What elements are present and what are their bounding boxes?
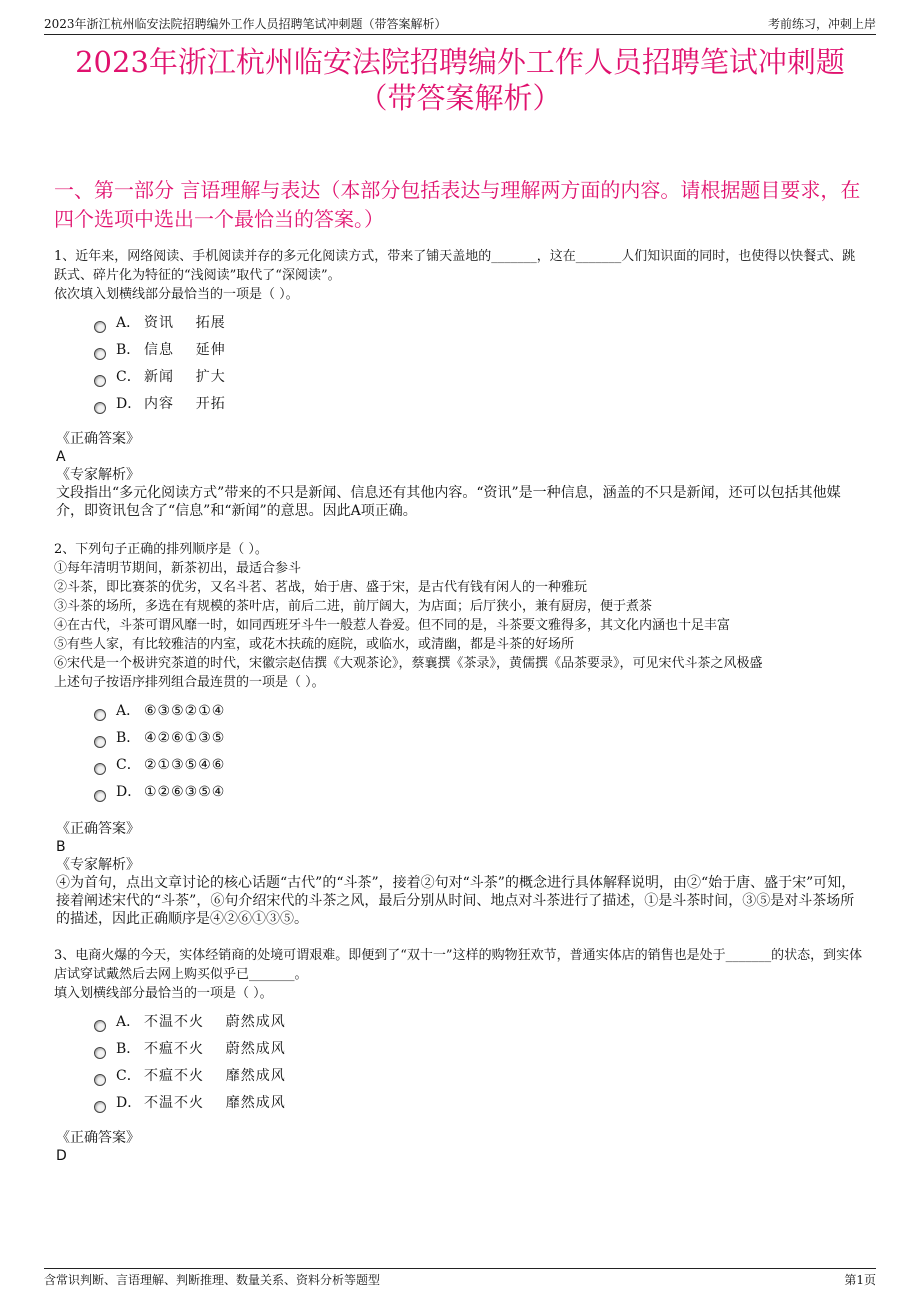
question-2 [54, 540, 866, 806]
option-letter: B． [116, 730, 141, 746]
option-c[interactable] [94, 364, 866, 391]
header-slogan: 考前练习，冲刺上岸 [767, 17, 876, 31]
radio-icon[interactable] [94, 1020, 106, 1032]
question-1 [54, 247, 866, 418]
option-letter: B． [116, 342, 141, 358]
header-doc-title: 2023年浙江杭州临安法院招聘编外工作人员招聘笔试冲刺题（带答案解析） [44, 17, 447, 31]
footer-topics: 含常识判断、言语理解、判断推理、数量关系、资料分析等题型 [44, 1273, 381, 1287]
section-heading: 一、第一部分 言语理解与表达（本部分包括表达与理解两方面的内容。请根据题目要求，在四个选项中选出一个最恰当的答案。） [54, 178, 861, 231]
statement-3: ③斗茶的场所，多选在有规模的茶叶店，前后二进，前厅阔大，为店面；后厅狭小，兼有厨房，便于煮茶 [54, 599, 653, 614]
option-text: 不温不火 靡然成风 [144, 1095, 286, 1111]
option-letter: C． [116, 369, 141, 385]
statement-1: ①每年清明节期间，新茶初出，最适合参斗 [54, 561, 302, 576]
radio-icon[interactable] [94, 709, 106, 721]
page-number: 第1页 [844, 1273, 876, 1287]
document-title [40, 44, 880, 116]
option-d[interactable] [94, 391, 866, 418]
option-c[interactable] [94, 752, 866, 779]
option-c[interactable] [94, 1063, 866, 1090]
option-text: 内容 开拓 [144, 396, 226, 412]
option-d[interactable] [94, 779, 866, 806]
option-list [54, 1009, 866, 1117]
option-list [54, 310, 866, 418]
question-prompt: 依次填入划横线部分最恰当的一项是（ ）。 [54, 287, 299, 302]
answer-block-1 [56, 430, 866, 520]
question-stem: 3、电商火爆的今天，实体经销商的处境可谓艰难。即便到了“双十一”这样的购物狂欢节，普通实体店的销售也是处于_______的状态，到实体店试穿试戴然后去网上购买似乎已_______。 [54, 948, 863, 982]
option-letter: A． [116, 315, 141, 331]
statement-4: ④在古代，斗茶可谓风靡一时，如同西班牙斗牛一般惹人眷爱。但不同的是，斗茶要文雅得多，其文化内涵也十足丰富 [54, 618, 731, 633]
option-text: 新闻 扩大 [144, 369, 226, 385]
question-3 [54, 946, 866, 1117]
radio-icon[interactable] [94, 1047, 106, 1059]
analysis-label: 《专家解析》 [56, 467, 140, 483]
option-text: ④②⑥①③⑤ [144, 730, 226, 746]
question-stem: 1、近年来，网络阅读、手机阅读并存的多元化阅读方式，带来了铺天盖地的_______，这在_______人们知识面的同时，也使得以快餐式、跳跃式、碎片化为特征的“浅阅读”取代了“深阅读”。 [54, 249, 856, 283]
option-a[interactable] [94, 310, 866, 337]
option-text: 资讯 拓展 [144, 315, 226, 331]
statement-5: ⑤有些人家，有比较雅洁的内室，或花木扶疏的庭院，或临水，或清幽，都是斗茶的好场所 [54, 637, 575, 652]
title-line-1: 2023年浙江杭州临安法院招聘编外工作人员招聘笔试冲刺题 [75, 45, 845, 79]
option-text: 不瘟不火 靡然成风 [144, 1068, 286, 1084]
answer-label: 《正确答案》 [56, 1130, 140, 1146]
option-a[interactable] [94, 698, 866, 725]
analysis-text: 文段指出“多元化阅读方式”带来的不只是新闻、信息还有其他内容。“资讯”是一种信息，涵盖的不只是新闻，还可以包括其他媒介，即资讯包含了“信息”和“新闻”的意思。因此A项正确。 [56, 485, 841, 519]
option-letter: C． [116, 757, 141, 773]
option-letter: D． [116, 1095, 142, 1111]
page-footer [44, 1268, 876, 1291]
question-stem: 2、下列句子正确的排列顺序是（ ）。 [54, 542, 268, 557]
option-list [54, 698, 866, 806]
answer-label: 《正确答案》 [56, 821, 140, 837]
radio-icon[interactable] [94, 790, 106, 802]
radio-icon[interactable] [94, 736, 106, 748]
statement-2: ②斗茶，即比赛茶的优劣，又名斗茗、茗战，始于唐、盛于宋，是古代有钱有闲人的一种雅玩 [54, 580, 588, 595]
option-letter: D． [116, 396, 142, 412]
option-letter: C． [116, 1068, 141, 1084]
option-b[interactable] [94, 1036, 866, 1063]
answer-block-2 [56, 820, 866, 928]
radio-icon[interactable] [94, 1101, 106, 1113]
option-a[interactable] [94, 1009, 866, 1036]
option-text: ①②⑥③⑤④ [144, 784, 226, 800]
radio-icon[interactable] [94, 763, 106, 775]
page-header [44, 12, 876, 35]
option-letter: A． [116, 1014, 141, 1030]
radio-icon[interactable] [94, 348, 106, 360]
title-line-2: （带答案解析） [358, 81, 562, 115]
analysis-text: ④为首句，点出文章讨论的核心话题“古代”的“斗茶”，接着②句对“斗茶”的概念进行具体解释说明，由②“始于唐、盛于宋”可知，接着阐述宋代的“斗茶”，⑥句介绍宋代的斗茶之风，最后分别从时间、地点对斗茶进行了描述，①是斗茶时间，③⑤是对斗茶场所的描述，因此正确顺序是④②⑥①③⑤。 [56, 875, 856, 927]
radio-icon[interactable] [94, 402, 106, 414]
option-text: 不瘟不火 蔚然成风 [144, 1041, 286, 1057]
option-text: 不温不火 蔚然成风 [144, 1014, 286, 1030]
question-prompt: 上述句子按语序排列组合最连贯的一项是（ ）。 [54, 675, 325, 690]
radio-icon[interactable] [94, 321, 106, 333]
answer-value: D [56, 1148, 67, 1164]
answer-label: 《正确答案》 [56, 431, 140, 447]
option-text: ⑥③⑤②①④ [144, 703, 226, 719]
option-text: ②①③⑤④⑥ [144, 757, 226, 773]
statement-6: ⑥宋代是一个极讲究茶道的时代，宋徽宗赵佶撰《大观茶论》，蔡襄撰《茶录》，黄儒撰《品茶要录》，可见宋代斗茶之风极盛 [54, 656, 763, 671]
option-b[interactable] [94, 337, 866, 364]
option-letter: B． [116, 1041, 141, 1057]
analysis-label: 《专家解析》 [56, 857, 140, 873]
radio-icon[interactable] [94, 375, 106, 387]
answer-value: B [56, 839, 66, 855]
option-b[interactable] [94, 725, 866, 752]
radio-icon[interactable] [94, 1074, 106, 1086]
answer-value: A [56, 449, 66, 465]
option-letter: D． [116, 784, 142, 800]
option-letter: A． [116, 703, 141, 719]
option-text: 信息 延伸 [144, 342, 226, 358]
option-d[interactable] [94, 1090, 866, 1117]
question-prompt: 填入划横线部分最恰当的一项是（ ）。 [54, 986, 273, 1001]
answer-block-3 [56, 1129, 866, 1165]
